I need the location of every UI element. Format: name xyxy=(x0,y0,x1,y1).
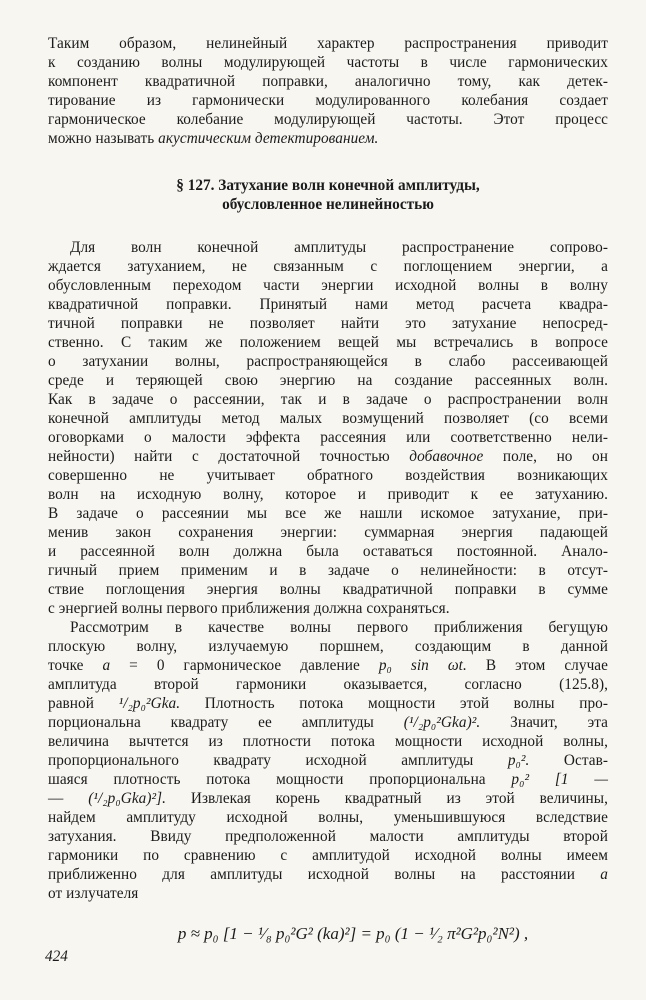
text-line: с энергией волны первого приближения должна сохраняться. xyxy=(48,600,450,617)
page-body xyxy=(48,34,608,960)
text-line: о затухании волны, распространяющейся в слабо рассеивающей xyxy=(48,353,608,370)
text-line: Для волн конечной амплитуды распространение сопрово- xyxy=(70,239,608,256)
text-line: от излучателя xyxy=(48,885,139,902)
text-line: квадратичной поправки. Принятый нами метод расчета квадра- xyxy=(48,296,608,313)
text-line: тичной поправки не позволяет найти это затухание непосред- xyxy=(48,315,608,332)
text-line: гичный прием применим и в задаче о нелинейности: в отсут- xyxy=(48,562,608,579)
text-line: найдем амплитуду исходной волны, уменьшившуюся вследствие xyxy=(48,809,608,826)
equation: p ≈ p₀ [1 − ¹⁄₈ p₀²G² (ka)²] = p₀ (1 − ¹⁄₂ π²G²p₀²N²) , xyxy=(177,924,529,943)
text-line: тирование из гармонически модулированного колебания создает xyxy=(48,92,608,109)
text-line: конечной амплитуды метод малых возмущений позволяет (со всеми xyxy=(48,410,608,427)
text-line: менив закон сохранения энергии: суммарная энергия падающей xyxy=(48,524,608,541)
text-line: волн на исходную волну, которое и приводит к ее затуханию. xyxy=(48,486,608,503)
text-line: равной ¹/₂p₀²Gka. Плотность потока мощности этой волны про- xyxy=(48,695,608,712)
text-line: к созданию волны модулирующей частоты в числе гармонических xyxy=(48,54,608,71)
text-line: Рассмотрим в качестве волны первого приближения бегущую xyxy=(70,619,608,636)
text-line: амплитуда второй гармоники оказывается, согласно (125.8), xyxy=(48,676,608,693)
text-line: гармоники по сравнению с амплитудой исходной волны имеем xyxy=(48,847,608,864)
text-line: пропорционального квадрату исходной амплитуды p₀². Остав- xyxy=(48,752,608,769)
text-line: среде и теряющей свою энергию на создание рассеянных волн. xyxy=(48,372,608,389)
text-line: нейности) найти с достаточной точностью добавочное поле, но он xyxy=(48,448,608,465)
text-line: обусловленным переходом части энергии исходной волны в волну xyxy=(48,277,608,294)
section-title: § 127. Затухание волн конечной амплитуды, xyxy=(176,177,480,194)
text-line: плоскую волну, излучаемую поршнем, создающим в данной xyxy=(48,638,608,655)
text-line: совершенно не учитывает обратного воздействия возникающих xyxy=(48,467,608,484)
text-line: — (¹/₂p₀Gka)²]. Извлекая корень квадратный из этой величины, xyxy=(48,790,608,807)
text-line: оговорками о малости эффекта рассеяния или соответственно нели- xyxy=(48,429,608,446)
page-number: 424 xyxy=(45,948,68,965)
text-line: ственно. С таким же положением вещей мы встречались в вопросе xyxy=(48,334,608,351)
text-line: затухания. Ввиду предположенной малости амплитуды второй xyxy=(48,828,608,845)
italic-term: акустическим детектированием. xyxy=(158,130,379,147)
text-line: ствие поглощения энергия волны квадратичной поправки в сумме xyxy=(48,581,608,598)
text-line: порциональна квадрату ее амплитуды (¹/₂p₀²Gka)². Значит, эта xyxy=(48,714,608,731)
text-line: величина вычтется из плотности потока мощности исходной волны, xyxy=(48,733,608,750)
text-line: можно называть акустическим детектированием. xyxy=(48,130,379,147)
text-line: ждается затуханием, не связанным с поглощением энергии, а xyxy=(48,258,608,275)
text-line: приближенно для амплитуды исходной волны на расстоянии a xyxy=(48,866,608,883)
italic-term: добавочное xyxy=(409,448,484,465)
text-line: В задаче о рассеянии мы все же нашли искомое затухание, при- xyxy=(48,505,608,522)
text-line: и рассеянной волн должна была оставаться постоянной. Анало- xyxy=(48,543,608,560)
section-subtitle: обусловленное нелинейностью xyxy=(222,196,434,213)
text-line: Таким образом, нелинейный характер распространения приводит xyxy=(48,35,608,52)
text-line: точке a = 0 гармоническое давление p₀ sin ωt. В этом случае xyxy=(48,657,608,674)
text-line: шаяся плотность потока мощности пропорциональна p₀² [1 — xyxy=(48,771,608,788)
text-line: компонент квадратичной поправки, аналогично тому, как детек- xyxy=(48,73,608,90)
text-line: Как в задаче о рассеянии, так и в задаче о распространении волн xyxy=(48,391,608,408)
text-line: гармоническое колебание модулирующей частоты. Этот процесс xyxy=(48,111,608,128)
